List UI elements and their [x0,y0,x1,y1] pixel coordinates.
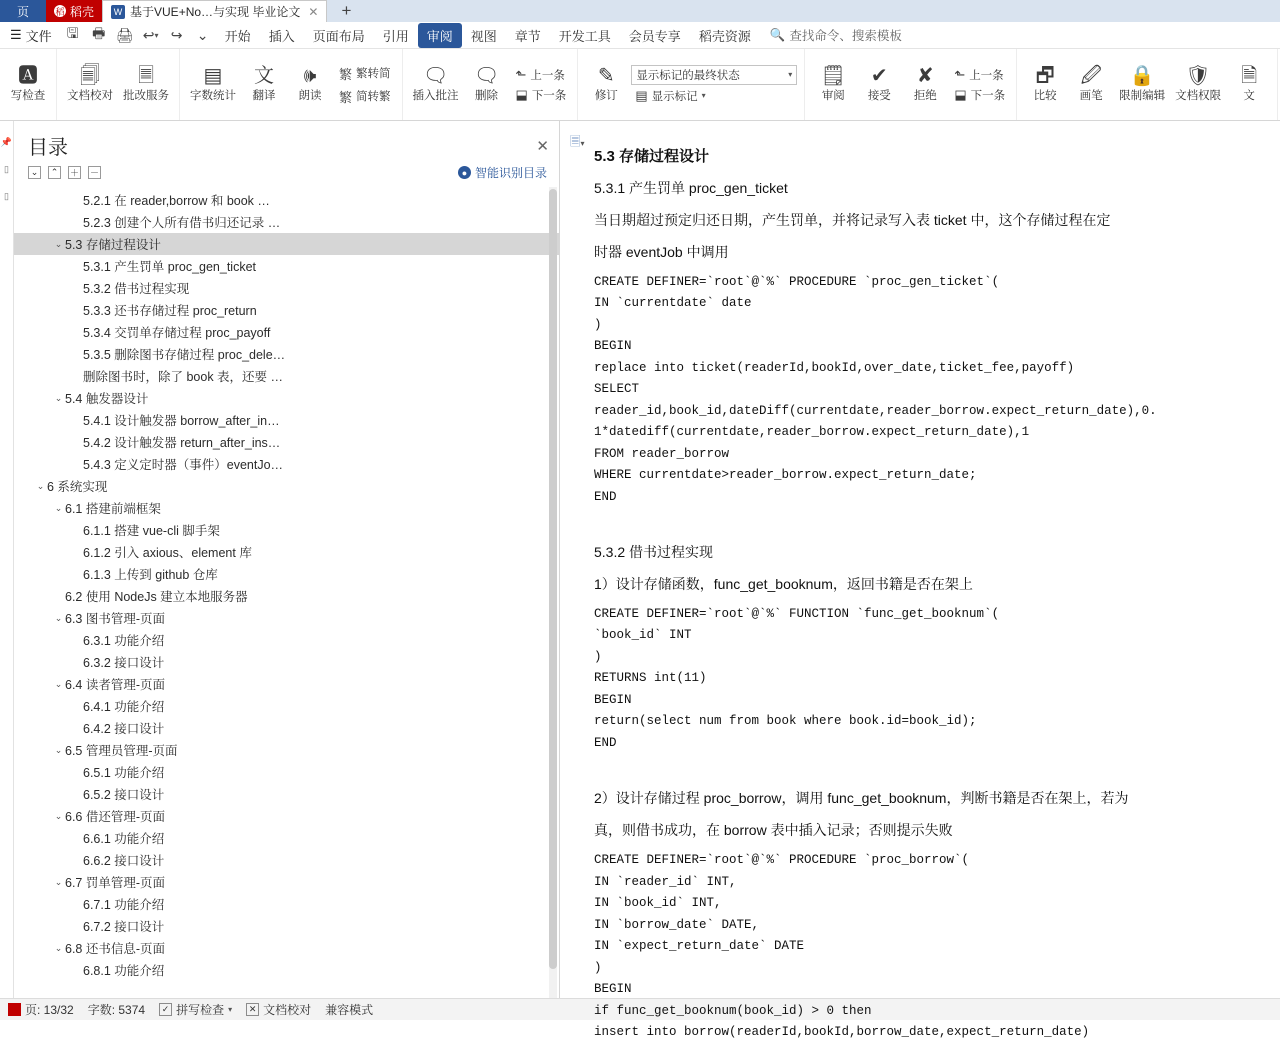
ribbon-group-protect [1017,49,1278,120]
toc-item[interactable] [14,849,559,871]
note-icon[interactable]: ▯ [4,164,9,174]
tab-start[interactable]: 开始 [224,28,251,44]
toc-item-label: 6.8 还书信息-页面 [65,942,166,956]
undo-icon[interactable]: ↩ ▾ [142,26,159,43]
tab-review[interactable]: 审阅 [418,23,462,48]
status-page[interactable]: 页: 13/32 [8,1001,74,1018]
translate-button[interactable]: 文 翻译 [252,65,276,103]
code-line: insert into borrow(readerId,bookId,borrow_date,expect_return_date) [594,1025,1090,1040]
next-comment-icon: ⬓ [515,86,528,102]
chevron-down-icon[interactable]: ⌄ [54,678,63,689]
page-icon [8,1003,21,1016]
code-line: if func_get_booknum(book_id) > 0 then [594,1003,872,1018]
toc-item-label: 6.1.3 上传到 github 仓库 [83,568,218,582]
toc-item-label: 5.3.5 删除图书存储过程 proc_dele… [83,348,286,362]
code-line: replace into ticket(readerId,bookId,over_date,ticket_fee,payoff) [594,360,1075,375]
toc-item-label: 6 系统实现 [47,480,108,494]
status-compat-mode[interactable]: 兼容模式 [325,1003,374,1017]
spacer [594,508,1254,534]
markup-options-group [629,51,799,118]
toc-item[interactable] [14,343,559,365]
doc-icon: 🗎 [1241,65,1258,88]
show-markup-button[interactable]: ▤ 显示标记 ▾ [635,87,706,103]
accept-icon: ✔ [870,65,888,88]
code-line: return(select num from book where book.id=book_id); [594,714,977,729]
ribbon-toolbar[interactable] [0,49,1280,121]
ribbon-tab-bar[interactable] [0,22,1280,49]
code-line: 1*datediff(currentdate,reader_borrow.expect_return_date),1 [594,425,1030,440]
markup-state-select[interactable]: 显示标记的最终状态 ▾ [631,65,797,85]
code-line: IN `book_id` INT, [594,896,722,911]
new-tab-button[interactable]: + [341,1,352,20]
simp-trad-icon: 繁 [339,89,353,105]
toc-item[interactable] [14,673,559,695]
chevron-down-icon[interactable]: ⌄ [54,810,63,821]
toc-item[interactable] [14,519,559,541]
smart-toc-icon: ● [458,166,471,179]
bookmark-icon[interactable]: ▯ [4,191,9,201]
toc-item-label: 5.3.2 借书过程实现 [83,282,190,296]
print-icon[interactable]: 🖨 [115,26,134,43]
print-preview-icon[interactable]: 🖶 [92,25,106,41]
tab-member[interactable]: 会员专享 [628,28,681,44]
toc-item[interactable] [14,805,559,827]
toc-item-label: 6.7.1 功能介绍 [83,898,165,912]
chevron-down-icon: ▾ [788,70,793,79]
spacer [594,754,1254,780]
toc-item-label: 6.5.2 接口设计 [83,788,165,802]
toc-item[interactable] [14,585,559,607]
compare-button[interactable]: 🗗 比较 [1033,65,1057,103]
doc-permission-button[interactable]: 🛡 文档权限 [1175,65,1222,103]
tab-developer[interactable]: 开发工具 [558,28,611,44]
toc-item-label: 6.1 搭建前端框架 [65,502,161,516]
toc-item[interactable] [14,629,559,651]
prev-comment-icon: ⬑ [515,66,527,82]
chinese-conversion-group [333,51,397,118]
review-pane-button[interactable]: 🗒 审阅 [820,65,846,103]
delete-comment-button[interactable]: 🗨 删除 [473,65,500,103]
accept-button[interactable]: ✔ 接受 [867,65,891,103]
status-spellcheck[interactable]: ✓ 拼写检查 ▾ [159,1001,232,1018]
status-words[interactable]: 字数: 5374 [87,1003,146,1017]
translate-icon: 文 [254,65,274,88]
tab-resources[interactable]: 稻壳资源 [698,28,751,44]
tab-view[interactable]: 视图 [470,28,497,44]
collapse-all-icon[interactable]: ⌄ [28,166,41,179]
chevron-down-icon[interactable]: ⌄ [54,502,63,513]
page-title: 目录 [28,137,68,159]
spellcheck-button[interactable]: 🅰 写检查 [10,65,46,103]
left-side-bar[interactable] [0,121,14,998]
toc-item[interactable] [14,409,559,431]
toc-item[interactable] [14,651,559,673]
change-nav-group [948,51,1011,118]
tab-section[interactable]: 章节 [514,28,541,44]
prev-comment-button[interactable]: ⬑ 上一条 [515,66,565,82]
doc-subheading-531: 5.3.1 产生罚单 proc_gen_ticket [594,180,788,196]
toc-item[interactable] [14,541,559,563]
smart-toc-button[interactable]: ● 智能识别目录 [458,164,547,181]
toc-item-label: 5.3.3 还书存储过程 proc_return [83,304,257,318]
prev-change-icon: ⬑ [954,66,966,82]
read-aloud-icon: 🕪 [303,65,317,88]
code-line: END [594,735,617,750]
doc-paragraph-1a: 当日期超过预定归还日期，产生罚单，并将记录写入表 ticket 中，这个存储过程在定 [594,211,1111,228]
toc-item-label: 5.2.3 创建个人所有借书归还记录 … [83,216,281,230]
status-proofread[interactable]: ✕ 文档校对 [246,1001,311,1018]
toc-item[interactable] [14,211,559,233]
toc-item-label: 6.3 图书管理-页面 [65,612,166,626]
toc-item[interactable] [14,453,559,475]
toc-item[interactable] [14,255,559,277]
toc-item[interactable] [14,871,559,893]
code-line: IN `reader_id` INT, [594,874,737,889]
tab-daoke[interactable]: 稻 稻壳 [46,0,102,22]
ribbon-group-proofread [57,49,180,120]
toc-item-label: 6.6.1 功能介绍 [83,832,165,846]
toc-item[interactable] [14,387,559,409]
chevron-down-icon[interactable]: ⌄ [54,876,63,887]
code-line: ) [594,960,602,975]
comment-nav-group [510,51,573,118]
chevron-down-icon[interactable]: ⌄ [54,612,63,623]
file-menu-button[interactable]: ☰ 文件 [10,27,52,44]
toc-item[interactable] [14,717,559,739]
reject-icon: ✘ [916,65,934,88]
plus-icon[interactable]: ＋ [69,168,79,178]
code-line: reader_id,book_id,dateDiff(currentdate,reader_borrow.expect_return_date),0. [594,403,1157,418]
code-line: CREATE DEFINER=`root`@`%` PROCEDURE `proc_gen_ticket`( [594,274,1000,289]
chevron-down-icon[interactable]: ⌄ [54,744,63,755]
toc-item[interactable] [14,695,559,717]
code-line: BEGIN [594,692,632,707]
abc-check-icon: 🅰 [18,65,38,88]
code-block-get-booknum [594,604,1254,755]
toc-item[interactable] [14,431,559,453]
next-change-button[interactable]: ⬓ 下一条 [954,86,1006,102]
code-line: WHERE currentdate>reader_borrow.expect_return_date; [594,468,977,483]
delete-comment-icon: 🗨 [473,65,500,88]
chevron-down-icon[interactable]: ▾ [228,1005,233,1014]
read-aloud-button[interactable]: 🕪 朗读 [298,65,322,103]
trad-simp-icon: 繁 [339,66,353,82]
toc-item[interactable] [14,915,559,937]
toc-item-label: 5.4 触发器设计 [65,392,149,406]
toc-item[interactable] [14,189,559,211]
code-line: END [594,489,617,504]
code-line: IN `borrow_date` DATE, [594,917,760,932]
word-count-icon: ▤ [203,65,223,88]
navigation-pane[interactable] [14,121,560,998]
code-block-gen-ticket [594,272,1254,509]
traditional-to-simplified-button[interactable]: 繁 繁转简 [335,63,395,84]
markup-indicator-icon[interactable]: 🗏▾ [570,134,585,149]
toc-item-label: 6.7 罚单管理-页面 [65,876,166,890]
doc-item-2b: 真，则借书成功，在 borrow 表中插入记录；否则提示失败 [594,822,953,839]
track-changes-icon: ✎ [597,65,615,88]
toc-item-label: 6.4 读者管理-页面 [65,678,166,692]
ribbon-group-comments [403,49,579,120]
minus-icon[interactable]: － [89,168,99,178]
code-block-proc-borrow [594,850,1254,1044]
code-line: BEGIN [594,339,632,354]
batch-icon: 🗏 [137,65,155,88]
ribbon-group-language [180,49,403,120]
toc-item[interactable] [14,893,559,915]
code-line: CREATE DEFINER=`root`@`%` FUNCTION `func_get_booknum`( [594,606,1000,621]
toc-item-label: 删除图书时，除了 book 表，还要 … [83,370,284,384]
customize-icon[interactable]: ⌄ [196,26,209,43]
close-icon[interactable]: ✕ [308,4,319,19]
code-line: CREATE DEFINER=`root`@`%` PROCEDURE `proc_borrow`( [594,853,970,868]
insert-comment-button[interactable]: 🗨 插入批注 [412,65,459,103]
chevron-down-icon[interactable]: ⌄ [54,942,63,953]
doc-compare-button[interactable]: 🗐 文档校对 [67,65,113,103]
chevron-down-icon[interactable]: ⌄ [36,480,45,491]
toc-item-label: 5.4.3 定义定时器（事件）eventJo… [83,458,284,472]
toc-item-label: 6.4.2 接口设计 [83,722,165,736]
toc-item[interactable] [14,827,559,849]
pen-button[interactable]: 🖉 画笔 [1079,65,1103,103]
expand-icon[interactable]: ⌃ [48,166,61,179]
toc-item-label: 5.3.1 产生罚单 proc_gen_ticket [83,260,256,274]
prev-change-button[interactable]: ⬑ 上一条 [954,66,1004,82]
toc-item-label: 6.1.1 搭建 vue-cli 脚手架 [83,524,220,538]
pin-icon[interactable]: 📌 [0,137,13,147]
toc-item[interactable] [14,959,559,981]
toc-item-label: 6.6.2 接口设计 [83,854,165,868]
chevron-down-icon: ▾ [701,91,706,100]
code-line: SELECT [594,382,640,397]
compare-icon: 🗗 [1035,65,1055,88]
tab-insert[interactable]: 插入 [268,28,295,44]
toc-item-label: 5.4.2 设计触发器 return_after_ins… [83,436,281,450]
batch-service-button[interactable]: 🗏 批改服务 [123,65,169,103]
toc-item[interactable] [14,299,559,321]
toc-item[interactable] [14,739,559,761]
code-line: RETURNS int(11) [594,671,707,686]
code-line: FROM reader_borrow [594,446,730,461]
tab-document[interactable]: W 基于VUE+No…与实现 毕业论文 ✕ [102,0,327,22]
toc-item[interactable] [14,607,559,629]
toc-item-label: 6.4.1 功能介绍 [83,700,165,714]
toc-item-label: 5.4.1 设计触发器 borrow_after_in… [83,414,280,428]
proofread-icon: ✕ [246,1003,259,1016]
spellcheck-icon: ✓ [159,1003,172,1016]
chevron-down-icon[interactable]: ⌄ [54,392,63,403]
tab-references[interactable]: 引用 [382,28,409,44]
navigation-header [14,121,559,162]
toc-item[interactable] [14,937,559,959]
doc-subheading-532: 5.3.2 借书过程实现 [594,544,714,561]
tab-page-layout[interactable]: 页面布局 [312,28,365,44]
next-comment-button[interactable]: ⬓ 下一条 [515,86,567,102]
next-change-icon: ⬓ [954,86,967,102]
doc-compare-icon: 🗐 [80,65,100,88]
code-line: IN `currentdate` date [594,296,752,311]
doc-permission-icon: 🛡 [1185,65,1211,88]
track-changes-button[interactable]: ✎ 修订 [594,65,618,103]
doc-item-1: 1）设计存储函数，func_get_booknum，返回书籍是否在架上 [594,576,973,593]
toc-item-label: 5.3.4 交罚单存储过程 proc_payoff [83,326,271,340]
insert-comment-icon: 🗨 [422,65,449,88]
command-search[interactable]: 🔍 查找命令、搜索模板 [769,27,902,43]
show-markup-icon: ▤ [635,87,648,103]
doc-button[interactable]: 🗎 文 [1241,65,1258,103]
toc-item-label: 6.3.2 接口设计 [83,656,165,670]
word-count-button[interactable]: ▤ 字数统计 [190,65,236,103]
tab-home[interactable]: 页 [0,0,46,22]
toc-item[interactable] [14,475,559,497]
doc-heading-53: 5.3 存储过程设计 [594,148,710,165]
toc-item-label: 6.2 使用 NodeJs 建立本地服务器 [65,590,248,604]
restrict-edit-icon: 🔒 [1129,65,1155,88]
toc-item-label: 6.5 管理员管理-页面 [65,744,178,758]
daoke-icon: 稻 [55,6,65,17]
toc-item[interactable] [14,497,559,519]
search-icon: 🔍 [769,27,786,42]
toc-item[interactable] [14,563,559,585]
document-canvas[interactable] [560,121,1280,1040]
toc-item[interactable] [14,233,559,255]
reject-button[interactable]: ✘ 拒绝 [913,65,937,103]
toc-item-label: 6.1.2 引入 axious、element 库 [83,546,252,560]
toc-item-label: 5.2.1 在 reader,borrow 和 book … [83,194,270,208]
toc-list[interactable] [14,187,559,998]
browser-tab-strip[interactable] [0,0,1280,22]
toc-item-label: 5.3 存储过程设计 [65,238,161,252]
close-icon[interactable]: ✕ [536,137,549,155]
toc-item-label: 6.3.1 功能介绍 [83,634,165,648]
code-line: BEGIN [594,982,632,997]
code-line: IN `expect_return_date` DATE [594,939,805,954]
doc-paragraph-1b: 时器 eventJob 中调用 [594,243,729,260]
code-line: `book_id` INT [594,628,692,643]
restrict-edit-button[interactable]: 🔒 限制编辑 [1119,65,1166,103]
chevron-down-icon[interactable]: ⌄ [54,238,63,249]
review-pane-icon: 🗒 [820,65,846,88]
toc-item[interactable] [14,277,559,299]
toc-item-label: 6.8.1 功能介绍 [83,964,165,978]
navigation-toolbar[interactable] [14,162,559,187]
file-icon: ☰ [10,27,22,42]
ribbon-group-accept-reject [805,49,1017,120]
doc-item-2a: 2）设计存储过程 proc_borrow，调用 func_get_booknum，判断书籍是否在架上，若为 [594,790,1129,807]
ribbon-group-track-changes [578,49,805,120]
simplified-to-traditional-button[interactable]: 繁 简转繁 [335,86,395,107]
toc-item-label: 6.6 借还管理-页面 [65,810,166,824]
toc-item[interactable] [14,761,559,783]
toc-item[interactable] [14,365,559,387]
code-line: ) [594,649,602,664]
ribbon-group-spellcheck [0,49,57,120]
toc-tools[interactable] [28,166,101,179]
pen-icon: 🖉 [1080,65,1102,88]
redo-icon[interactable]: ↪ [170,26,183,43]
code-line: ) [594,317,602,332]
toc-item[interactable] [14,321,559,343]
word-doc-icon: W [111,5,125,19]
toc-scrollbar-thumb[interactable] [549,189,557,969]
save-icon[interactable]: 🖫 [66,25,79,41]
toc-item[interactable] [14,783,559,805]
toc-item-label: 6.7.2 接口设计 [83,920,165,934]
toc-item-label: 6.5.1 功能介绍 [83,766,165,780]
